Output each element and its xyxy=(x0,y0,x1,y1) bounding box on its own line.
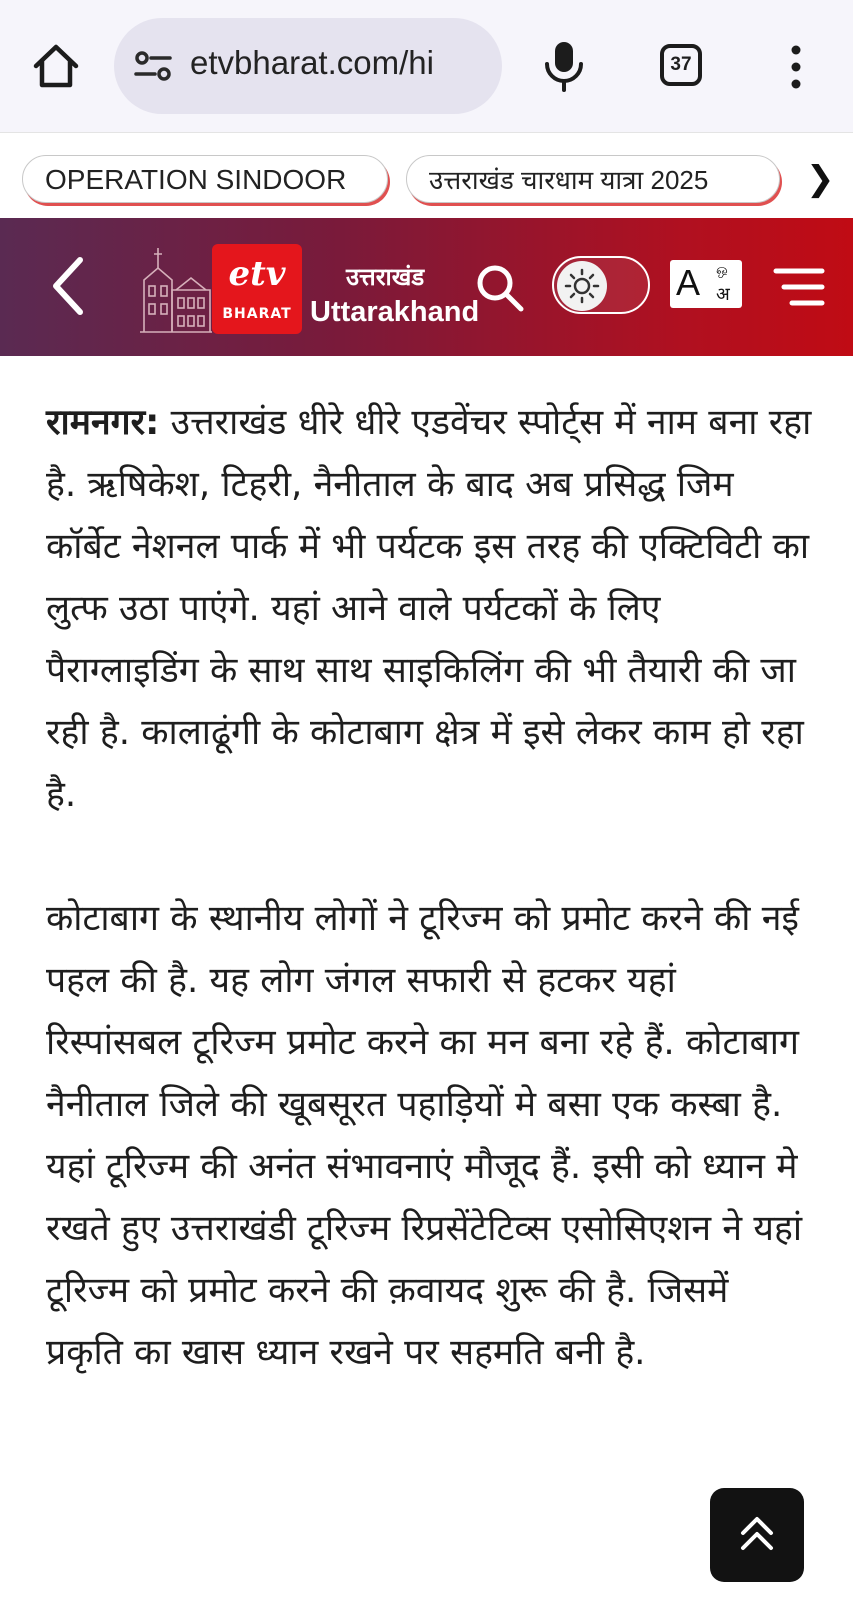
trending-pill-operation-sindoor[interactable]: OPERATION SINDOOR xyxy=(22,155,388,203)
main-menu-button[interactable] xyxy=(772,266,826,308)
language-hindi-glyph: अ xyxy=(716,284,730,305)
chevron-right-icon[interactable]: ❯ xyxy=(806,159,835,199)
paragraph-text: उत्तराखंड धीरे धीरे एडवेंचर स्पोर्ट्स में नाम बना रहा है. ऋषिकेश, टिहरी, नैनीताल के बाद अब प्रसिद्ध जिम कॉर्बेट नेशनल पार्क में भी पर्यटक इस तरह की एक्टिविटी का लुत्फ उठा पाएंगे. यहां आने वाले पर्यटकों के लिए पैराग्लाइडिंग के साथ साथ साइकिलिंग की भी तैयारी की जा रही है. कालाढूंगी के कोटाबाग क्षेत्र में इसे लेकर काम हो रहा है. xyxy=(46,402,812,815)
toggle-knob xyxy=(557,261,607,311)
search-button[interactable] xyxy=(474,262,526,314)
heritage-building-icon xyxy=(136,240,214,336)
back-icon xyxy=(44,254,94,318)
more-vert-icon xyxy=(784,44,808,90)
state-name-hindi: उत्तराखंड xyxy=(346,263,425,291)
logo-text: etv xyxy=(228,254,286,294)
tab-switcher-button[interactable]: 37 xyxy=(660,44,702,86)
sun-icon xyxy=(557,261,607,311)
etv-bharat-logo[interactable] xyxy=(212,244,302,334)
trending-pill-chardham-yatra[interactable]: उत्तराखंड चारधाम यात्रा 2025 xyxy=(406,155,780,203)
voice-search-button[interactable] xyxy=(542,40,586,92)
address-bar[interactable] xyxy=(114,18,502,114)
logo-subtext: BHARAT xyxy=(222,306,292,322)
trending-topics-bar xyxy=(0,132,853,219)
search-icon xyxy=(474,262,526,314)
url-text[interactable]: etvbharat.com/hi xyxy=(190,44,434,81)
article-body xyxy=(46,392,816,1384)
article-paragraph: कोटाबाग के स्थानीय लोगों ने टूरिज्म को प्रमोट करने की नई पहल की है. यह लोग जंगल सफारी से हटकर यहां रिस्पांसबल टूरिज्म प्रमोट करने का मन बना रहे हैं. कोटाबाग नैनीताल जिले की खूबसूरत पहाड़ियों मे बसा एक कस्बा है. यहां टूरिज्म की अनंत संभावनाएं मौजूद हैं. इसी को ध्यान मे रखते हुए उत्तराखंडी टूरिज्म रिप्रसेंटेटिव्स एसोसिएशन ने यहां टूरिज्म को प्रमोट करने की क़वायद शुरू की है. जिसमें प्रकृति का खास ध्यान रखने पर सहमति बनी है. xyxy=(46,898,803,1373)
home-icon xyxy=(30,40,82,92)
state-name-english: Uttarakhand xyxy=(310,296,480,328)
theme-toggle[interactable] xyxy=(552,256,650,314)
more-options-button[interactable] xyxy=(784,44,808,90)
browser-toolbar xyxy=(0,0,853,132)
dateline: रामनगर: xyxy=(46,402,160,443)
language-tamil-glyph: ஒ xyxy=(716,262,728,278)
mic-icon xyxy=(542,40,586,92)
site-header xyxy=(0,218,853,356)
home-button[interactable] xyxy=(30,40,82,92)
double-chevron-up-icon xyxy=(710,1488,804,1582)
back-button[interactable] xyxy=(44,254,94,318)
hamburger-icon xyxy=(772,266,826,308)
language-switch-button[interactable] xyxy=(670,260,742,308)
tune-icon[interactable] xyxy=(134,50,172,82)
article-paragraph xyxy=(46,392,816,826)
scroll-to-top-button[interactable] xyxy=(710,1488,804,1582)
language-latin-glyph: A xyxy=(676,262,701,303)
